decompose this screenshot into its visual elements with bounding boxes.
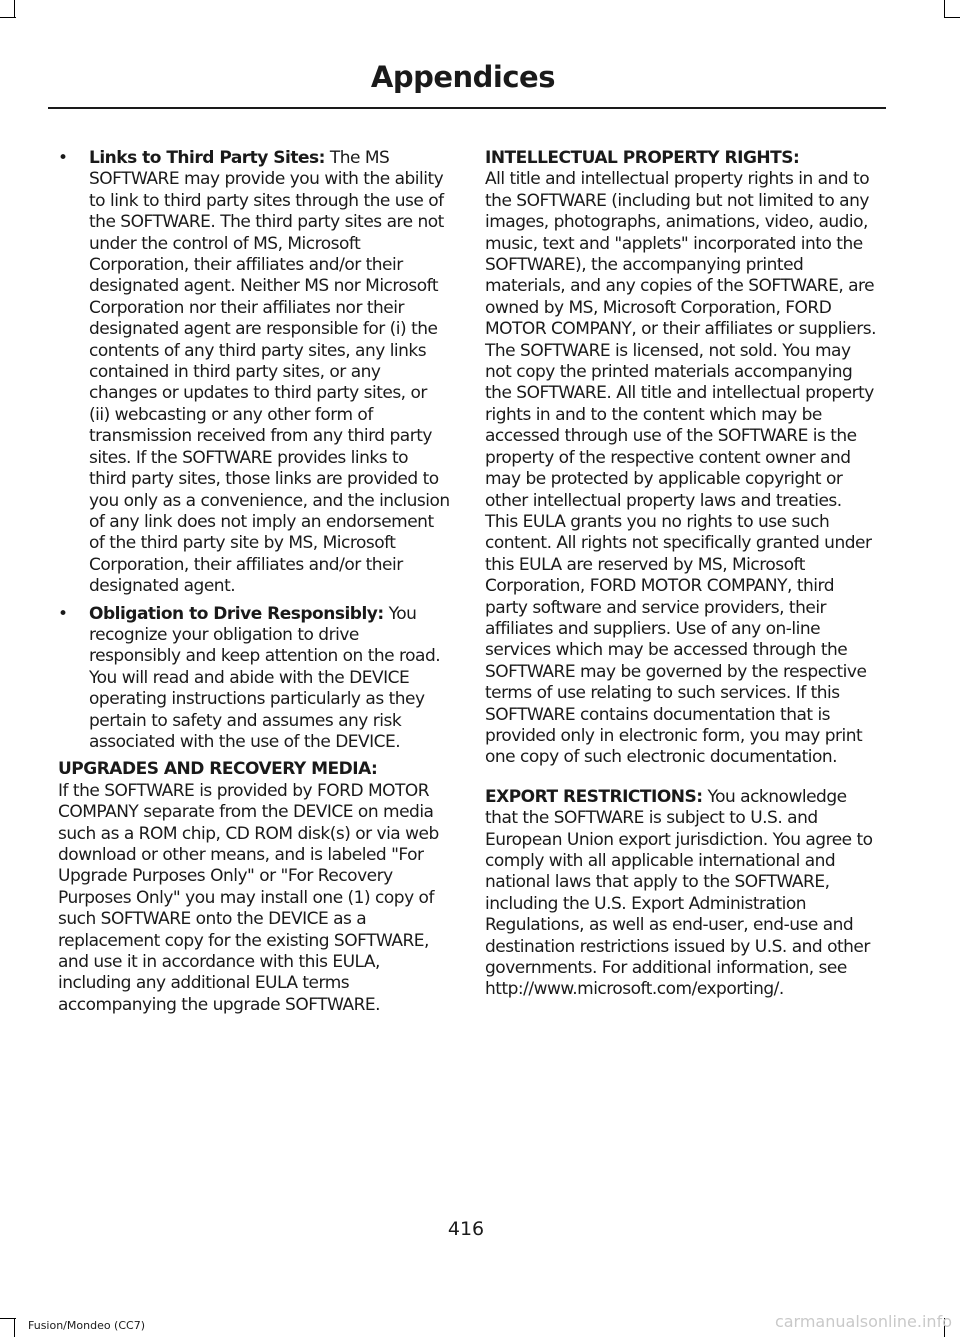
bullet-icon: • (58, 148, 68, 168)
section-heading-ip: INTELLECTUAL PROPERTY RIGHTS: (485, 148, 800, 168)
ip-section (485, 148, 877, 769)
crop-mark (0, 1318, 16, 1319)
bullet-text: You recognize your obligation to drive responsibly and keep attention on the road. You will read and abide with the DEVICE operating instructions particularly as they pertain to safety and assumes any risk associated with the use of the DEVICE. (89, 603, 441, 752)
section-text-export: You acknowledge that the SOFTWARE is subject to U.S. and European Union export jurisdiction. You agree to comply with all applicable international and national laws that apply to the SOFTWARE, including the U.S. Export Administration Regulations, as well as end-user, end-use and destination restrictions issued by U.S. and other governments. For additional information, see http://www.microsoft.com/exporting/. (485, 786, 873, 1000)
bullet-icon: • (58, 603, 68, 624)
section-text-ip: All title and intellectual property rights in and to the SOFTWARE (including but not limited to any images, photographs, animations, video, audio, music, text and "applets" incorporated into the SOFTWARE), the accompanying printed materials, and any copies of the SOFTWARE, are owned by MS, Microsoft Corporation, FORD MOTOR COMPANY, or their affiliates or suppliers. The SOFTWARE is licensed, not sold. You may not copy the printed materials accompanying the SOFTWARE. All title and intellectual property rights in and to the content which may be accessed through use of the SOFTWARE is the property of the respective content owner and may be protected by applicable copyright or other intellectual property laws and treaties. This EULA grants you no rights to use such content. All rights not specifically granted under this EULA are reserved by MS, Microsoft Corporation, FORD MOTOR COMPANY, third party software and service providers, their affiliates and suppliers. Use of any on-line services which may be accessed through the SOFTWARE may be governed by the respective terms of use relating to such services. If this SOFTWARE contains documentation that is provided only in electronic form, you may print one copy of such electronic documentation. (485, 169, 876, 768)
crop-mark (14, 0, 15, 18)
crop-mark (0, 17, 16, 18)
crop-mark (14, 1318, 15, 1337)
section-text-upgrades: If the SOFTWARE is provided by FORD MOTOR COMPANY separate from the DEVICE on media such as a ROM chip, CD ROM disk(s) or via web download or other means, and is labeled "For Upgrade Purposes Only" or "For Recovery Purposes Only" you may install one (1) copy of such SOFTWARE onto the DEVICE as a replacement copy for the existing SOFTWARE, and use it in accordance with this EULA, including any additional EULA terms accompanying the upgrade SOFTWARE. (58, 780, 439, 1015)
right-column (485, 148, 877, 1009)
export-section (485, 787, 877, 1001)
upgrades-section (58, 759, 450, 1016)
crop-mark (944, 0, 945, 18)
bullet-lead: Obligation to Drive Responsibly: (89, 603, 384, 624)
section-heading-upgrades: UPGRADES AND RECOVERY MEDIA: (58, 759, 378, 780)
page-title: Appendices (370, 60, 555, 94)
list-item-drive-responsibly (58, 604, 450, 754)
crop-mark (944, 17, 960, 18)
bullet-text: The MS SOFTWARE may provide you with the ability to link to third party sites through the use of the SOFTWARE. The third party sites are not under the control of MS, Microsoft Corporation, their affiliates and/or their designated agent. Neither MS nor Microsoft Corporation nor their affiliates nor their designated agent are responsible for (i) the contents of any third party sites, any links contained in third party sites, or any changes or updates to third party sites, or (ii) webcasting or any other form of transmission received from any third party sites. If the SOFTWARE provides links to third party sites, those links are provided to you only as a convenience, and the inclusion of any link does not imply an endorsement of the third party site by MS, Microsoft Corporation, their affiliates and/or their designated agent. (89, 148, 450, 597)
left-column (58, 148, 450, 1024)
section-heading-export: EXPORT RESTRICTIONS: (485, 786, 703, 807)
header-divider (48, 107, 886, 109)
watermark: carmanualsonline.info (774, 1312, 952, 1331)
footer-model: Fusion/Mondeo (CC7) (28, 1319, 146, 1332)
page-number: 416 (447, 1218, 485, 1240)
bullet-lead: Links to Third Party Sites: (89, 148, 325, 168)
list-item-third-party-sites (58, 148, 450, 598)
